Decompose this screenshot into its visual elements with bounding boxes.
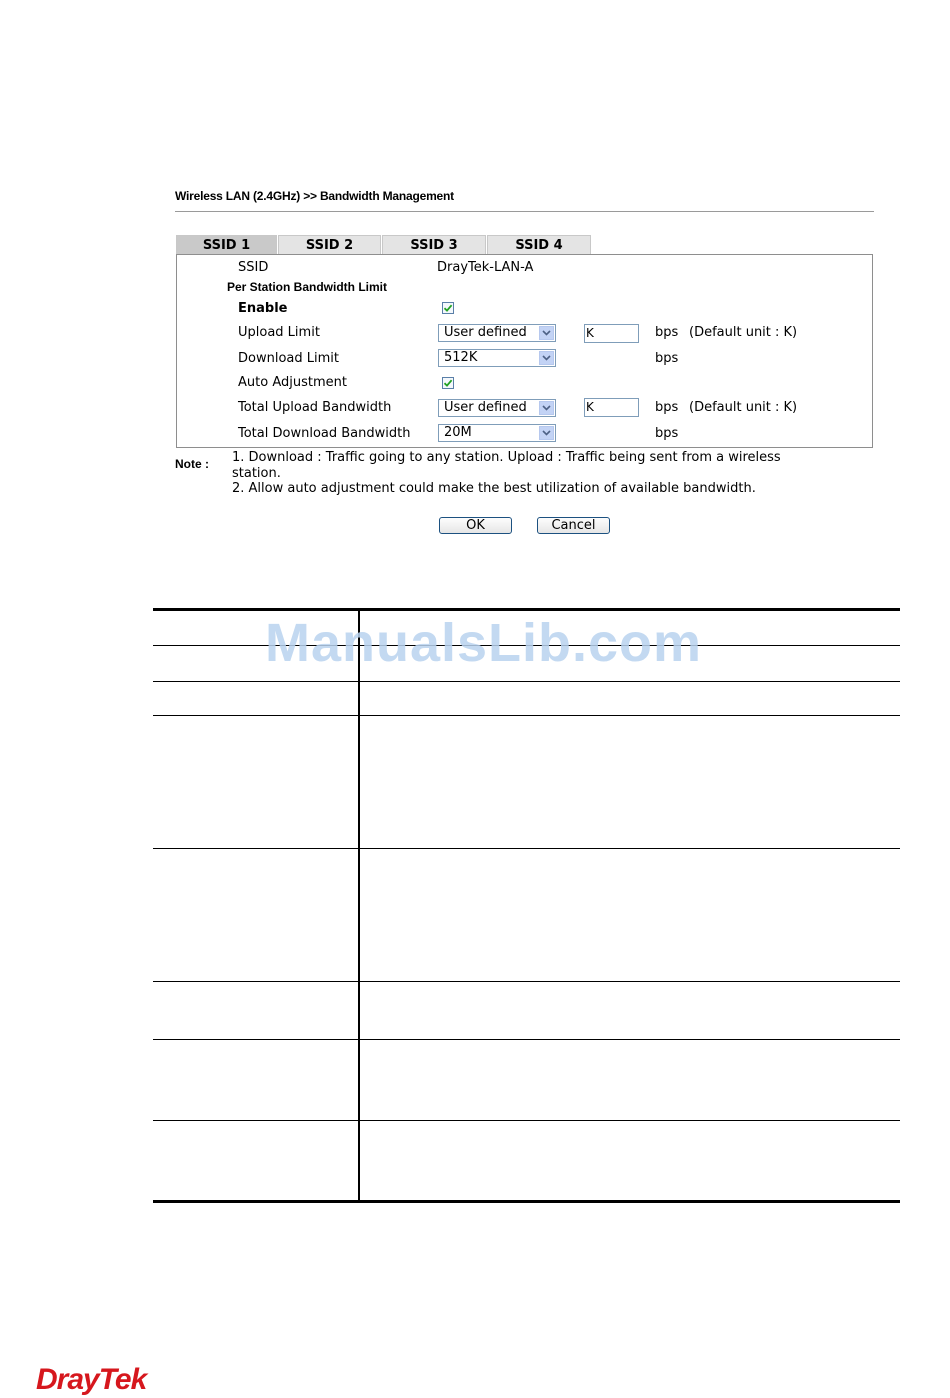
note-line-1-continued: station. — [232, 466, 281, 481]
enable-label: Enable — [238, 301, 288, 316]
table-row-divider — [153, 1039, 900, 1040]
ssid-tabs — [176, 235, 592, 254]
table-row-divider — [153, 848, 900, 849]
tab-ssid-1[interactable]: SSID 1 — [176, 235, 277, 254]
auto-adjustment-checkbox[interactable] — [442, 377, 454, 389]
upload-limit-input[interactable]: K — [584, 324, 639, 343]
check-icon — [443, 303, 453, 313]
download-limit-select-value: 512K — [444, 350, 478, 365]
table-row-divider — [153, 681, 900, 682]
note-label: Note : — [175, 457, 209, 471]
upload-limit-select[interactable] — [438, 324, 556, 342]
table-row-divider — [153, 715, 900, 716]
total-download-label: Total Download Bandwidth — [238, 426, 411, 441]
total-download-select-value: 20M — [444, 425, 472, 440]
tab-ssid-2[interactable]: SSID 2 — [278, 235, 381, 254]
total-download-select[interactable] — [438, 424, 556, 442]
total-upload-input[interactable]: K — [584, 398, 639, 417]
table-bottom-rule — [153, 1200, 900, 1203]
download-limit-label: Download Limit — [238, 351, 339, 366]
table-row-divider — [153, 1120, 900, 1121]
breadcrumb: Wireless LAN (2.4GHz) >> Bandwidth Management — [175, 189, 454, 203]
auto-adjustment-label: Auto Adjustment — [238, 375, 347, 390]
total-upload-label: Total Upload Bandwidth — [238, 400, 392, 415]
note-line-1: 1. Download : Traffic going to any station. Upload : Traffic being sent from a wireless — [232, 450, 781, 465]
ssid-value: DrayTek-LAN-A — [437, 260, 534, 275]
check-icon — [443, 378, 453, 388]
tab-ssid-4[interactable]: SSID 4 — [487, 235, 591, 254]
breadcrumb-divider — [175, 211, 874, 212]
chevron-down-icon — [539, 351, 554, 365]
download-limit-select[interactable] — [438, 349, 556, 367]
upload-limit-select-value: User defined — [444, 325, 527, 340]
table-row-divider — [153, 981, 900, 982]
note-line-2: 2. Allow auto adjustment could make the best utilization of available bandwidth. — [232, 481, 756, 496]
chevron-down-icon — [539, 326, 554, 340]
tab-ssid-3[interactable]: SSID 3 — [382, 235, 486, 254]
watermark: ManualsLib.com — [265, 613, 703, 673]
description-table — [153, 608, 900, 1203]
section-title: Per Station Bandwidth Limit — [227, 280, 388, 294]
table-column-divider — [358, 608, 360, 1203]
upload-limit-unit: bps — [655, 325, 679, 340]
upload-limit-hint: (Default unit : K) — [689, 325, 798, 340]
enable-checkbox[interactable] — [442, 302, 454, 314]
total-upload-unit: bps — [655, 400, 679, 415]
total-download-unit: bps — [655, 426, 679, 441]
draytek-logo: DrayTek — [36, 1363, 147, 1396]
total-upload-select[interactable] — [438, 399, 556, 417]
download-limit-unit: bps — [655, 351, 679, 366]
chevron-down-icon — [539, 401, 554, 415]
ok-button[interactable]: OK — [439, 517, 512, 534]
chevron-down-icon — [539, 426, 554, 440]
cancel-button[interactable]: Cancel — [537, 517, 610, 534]
ssid-label: SSID — [238, 260, 269, 275]
total-upload-hint: (Default unit : K) — [689, 400, 798, 415]
upload-limit-label: Upload Limit — [238, 325, 320, 340]
table-top-rule — [153, 608, 900, 611]
total-upload-select-value: User defined — [444, 400, 527, 415]
